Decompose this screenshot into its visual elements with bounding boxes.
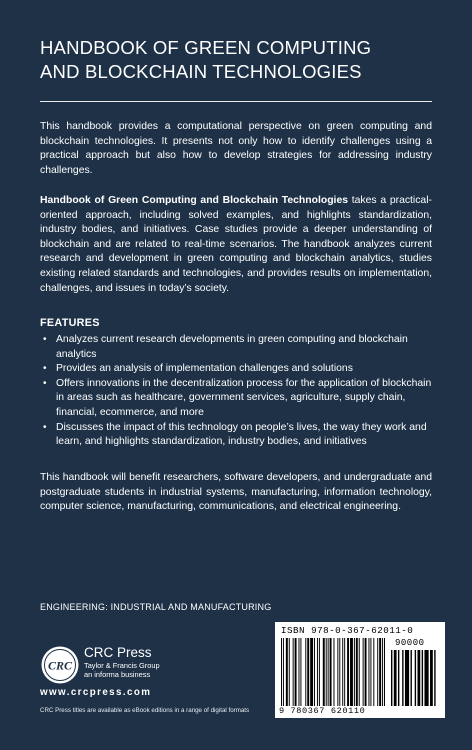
bullet-icon: • <box>43 377 47 389</box>
isbn-barcode <box>275 622 445 718</box>
barcode-bars-icon <box>281 638 385 706</box>
feature-item <box>40 333 432 362</box>
features-list <box>40 333 432 450</box>
logo-text: CRC <box>47 658 73 673</box>
feature-item <box>40 362 432 377</box>
publisher-block <box>84 645 244 679</box>
publisher-group: Taylor & Francis Group <box>84 661 160 670</box>
features-heading: FEATURES <box>40 317 100 329</box>
title-divider <box>40 101 432 102</box>
book-title-line-2: AND BLOCKCHAIN TECHNOLOGIES <box>40 61 362 82</box>
feature-text: Provides an analysis of implementation challenges and solutions <box>56 363 353 375</box>
closing-paragraph: This handbook will benefit researchers, software developers, and undergraduate and postgraduate students in industrial systems, manufacturing, information technology, computer science, manufacturing, communications, and electrical engineering. <box>40 472 432 513</box>
publisher-name: CRC Press <box>84 645 152 660</box>
publisher-website: www.crcpress.com <box>40 687 152 698</box>
ean-number: 9 780367 620110 <box>279 706 366 716</box>
barcode-addon-bars-icon <box>391 650 437 706</box>
feature-item <box>40 377 432 421</box>
price-code: 90000 <box>395 638 425 648</box>
publisher-business: an informa business <box>84 670 151 679</box>
bullet-icon: • <box>43 421 47 433</box>
description-text: takes a practical-oriented approach, including solved examples, and highlights standardization, industry bodies, and initiatives. Case studies provide a deeper understanding of blockchain and are related to real-time scenarios. The handbook analyzes current research and development in green computing and blockchain analytics, studies existing related standards and technologies, and provides results on implementation, challenges, and issues in today’s society. <box>40 195 432 294</box>
description-book-title: Handbook of Green Computing and Blockchain Technologies <box>40 195 348 206</box>
isbn-number: ISBN 978-0-367-62011-0 <box>281 625 414 636</box>
intro-paragraph: This handbook provides a computational perspective on green computing and blockchain technologies. It presents not only how to identify challenges using a practical approach but also how to develop strategies for addressing industry challenges. <box>40 121 432 176</box>
feature-item <box>40 421 432 450</box>
bullet-icon: • <box>43 334 47 345</box>
feature-text: Analyzes current research developments in green computing and blockchain analytics <box>56 334 408 360</box>
ebook-note: CRC Press titles are available as eBook editions in a range of digital formats <box>40 707 250 714</box>
crc-press-logo-icon <box>40 645 80 685</box>
description-paragraph <box>40 194 432 296</box>
bullet-icon: • <box>43 363 47 375</box>
feature-text: Discusses the impact of this technology on people’s lives, the way they work and learn, and highlights standardization, industry bodies, and initiatives <box>56 421 427 448</box>
feature-text: Offers innovations in the decentralization process for the application of blockchain in areas such as healthcare, government services, agriculture, supply chain, financial, ecommerce, and more <box>56 377 432 418</box>
subject-category: ENGINEERING: INDUSTRIAL AND MANUFACTURING <box>40 602 272 612</box>
book-title <box>40 36 440 84</box>
book-title-line-1: HANDBOOK OF GREEN COMPUTING <box>40 37 372 58</box>
